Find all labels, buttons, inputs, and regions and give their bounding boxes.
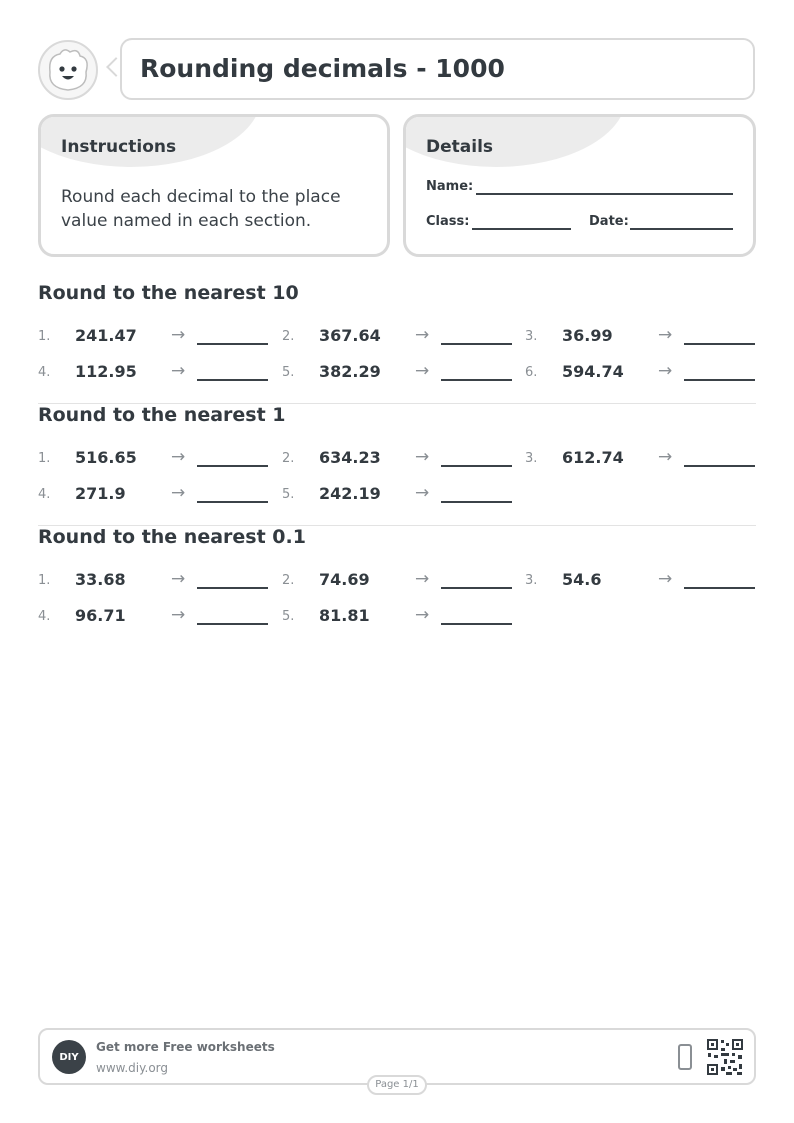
arrow-icon: → (171, 605, 186, 625)
arrow-icon: → (415, 325, 430, 345)
section-title-nearest-10: Round to the nearest 10 (38, 282, 299, 304)
arrow-icon: → (415, 483, 430, 503)
arrow-icon: → (658, 361, 673, 381)
class-label: Class: (426, 214, 470, 229)
answer-blank[interactable] (441, 343, 512, 345)
answer-blank[interactable] (441, 587, 512, 589)
diy-logo-icon: DIY (52, 1040, 86, 1074)
problem-item: 4. 112.95 → (38, 359, 278, 385)
problem-item: 3. 36.99 → (525, 323, 765, 349)
answer-blank[interactable] (197, 587, 268, 589)
problem-item: 5. 382.29 → (282, 359, 522, 385)
page-title: Rounding decimals - 1000 (140, 54, 505, 83)
arrow-icon: → (415, 447, 430, 467)
arrow-icon: → (658, 569, 673, 589)
answer-blank[interactable] (441, 623, 512, 625)
answer-blank[interactable] (441, 501, 512, 503)
name-label: Name: (426, 179, 474, 194)
arrow-icon: → (171, 569, 186, 589)
arrow-icon: → (171, 483, 186, 503)
arrow-icon: → (415, 569, 430, 589)
section-title-nearest-1: Round to the nearest 1 (38, 404, 286, 426)
phone-icon (678, 1044, 692, 1070)
problem-item: 1. 241.47 → (38, 323, 278, 349)
answer-blank[interactable] (197, 379, 268, 381)
mascot-avatar (38, 40, 98, 100)
problem-item: 2. 634.23 → (282, 445, 522, 471)
section-title-nearest-0-1: Round to the nearest 0.1 (38, 526, 306, 548)
title-box (120, 38, 755, 100)
footer-url[interactable]: www.diy.org (96, 1061, 168, 1075)
problem-item: 3. 54.6 → (525, 567, 765, 593)
problem-item: 5. 81.81 → (282, 603, 522, 629)
problem-item: 2. 367.64 → (282, 323, 522, 349)
answer-blank[interactable] (684, 465, 755, 467)
answer-blank[interactable] (684, 343, 755, 345)
qr-code-icon[interactable] (706, 1038, 744, 1076)
problem-item: 1. 516.65 → (38, 445, 278, 471)
answer-blank[interactable] (197, 465, 268, 467)
arrow-icon: → (415, 361, 430, 381)
footer-cta[interactable]: Get more Free worksheets (96, 1040, 275, 1054)
arrow-icon: → (658, 325, 673, 345)
yeti-mascot-icon (40, 42, 96, 98)
problem-item: 4. 271.9 → (38, 481, 278, 507)
answer-blank[interactable] (197, 623, 268, 625)
page-number: Page 1/1 (367, 1075, 427, 1095)
problem-item: 6. 594.74 → (525, 359, 765, 385)
arrow-icon: → (171, 447, 186, 467)
date-field[interactable] (630, 228, 733, 230)
answer-blank[interactable] (684, 587, 755, 589)
instructions-title: Instructions (61, 137, 177, 157)
problem-item: 3. 612.74 → (525, 445, 765, 471)
arrow-icon: → (415, 605, 430, 625)
date-label: Date: (589, 214, 629, 229)
problem-item: 5. 242.19 → (282, 481, 522, 507)
problem-item: 1. 33.68 → (38, 567, 278, 593)
instructions-text: Round each decimal to the place value named in each section. (61, 187, 341, 231)
instructions-card (38, 114, 390, 257)
answer-blank[interactable] (441, 465, 512, 467)
answer-blank[interactable] (684, 379, 755, 381)
answer-blank[interactable] (197, 343, 268, 345)
arrow-icon: → (658, 447, 673, 467)
answer-blank[interactable] (197, 501, 268, 503)
details-card (403, 114, 756, 257)
arrow-icon: → (171, 325, 186, 345)
arrow-icon: → (171, 361, 186, 381)
class-field[interactable] (472, 228, 571, 230)
details-title: Details (426, 137, 494, 157)
problem-item: 2. 74.69 → (282, 567, 522, 593)
answer-blank[interactable] (441, 379, 512, 381)
problem-item: 4. 96.71 → (38, 603, 278, 629)
name-field[interactable] (476, 193, 733, 195)
